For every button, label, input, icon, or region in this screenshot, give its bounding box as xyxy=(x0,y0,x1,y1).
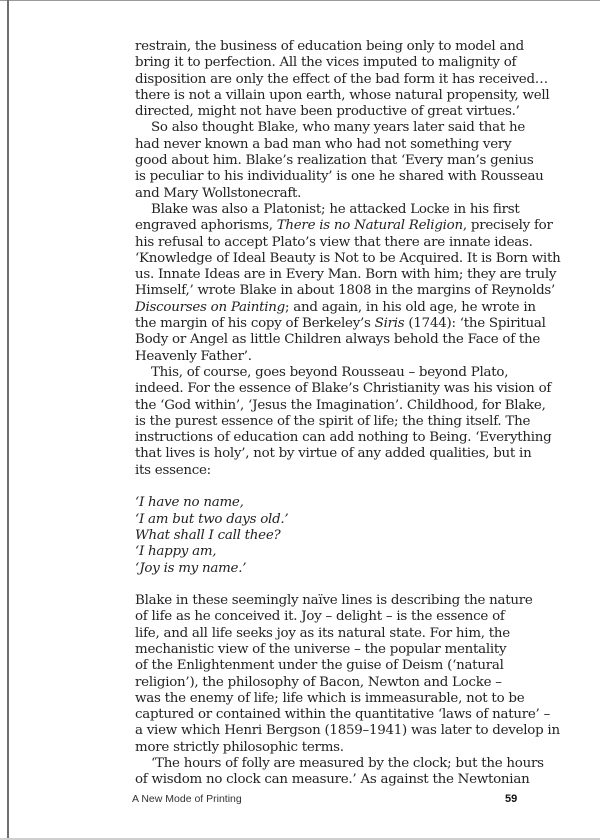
text-line: there is not a villain upon earth, whose natural propensity, well xyxy=(135,87,550,103)
text-run: engraved aphorisms, xyxy=(135,218,277,234)
text-run: ; and again, in his old age, he wrote in xyxy=(285,299,536,315)
text-line: had never known a bad man who had not something very xyxy=(135,136,512,152)
page-body xyxy=(135,39,561,789)
verse-line: ‘I have no name, xyxy=(135,495,244,511)
text-line xyxy=(135,299,536,316)
book-title-discourses-on-painting: Discourses on Painting xyxy=(135,299,286,315)
text-line: of wisdom no clock can measure.’ As against the Newtonian xyxy=(135,772,530,788)
text-line xyxy=(135,316,546,332)
text-line: ‘Knowledge of Ideal Beauty is Not to be Acquired. It is Born with xyxy=(135,250,561,266)
text-line: us. Innate Ideas are in Every Man. Born with him; they are truly xyxy=(135,267,557,283)
text-run: (1744): ‘the Spiritual xyxy=(404,316,546,332)
verse-line: What shall I call thee? xyxy=(135,527,281,543)
paragraph-6 xyxy=(135,756,544,789)
text-line: was the enemy of life; life which is immeasurable, not to be xyxy=(135,690,525,706)
text-line: bring it to perfection. All the vices imputed to malignity of xyxy=(135,55,517,71)
text-line: This, of course, goes beyond Rousseau – beyond Plato, xyxy=(151,364,509,380)
spacer xyxy=(135,577,530,593)
text-line: mechanistic view of the universe – the popular mentality xyxy=(135,641,507,657)
text-line: Blake in these seemingly naïve lines is describing the nature xyxy=(135,593,533,609)
text-line: directed, might not have been productive of great virtues.’ xyxy=(135,104,520,120)
text-line: ‘The hours of folly are measured by the clock; but the hours xyxy=(151,756,544,772)
text-line: religion’), the philosophy of Bacon, Newton and Locke – xyxy=(135,674,502,690)
text-run: , precisely for xyxy=(462,218,553,234)
text-line: is peculiar to his individuality’ is one he shared with Rousseau xyxy=(135,169,544,185)
text-line: good about him. Blake’s realization that ‘Every man’s genius xyxy=(135,153,534,169)
verse-line: ‘Joy is my name.’ xyxy=(135,560,247,576)
text-line: So also thought Blake, who many years later said that he xyxy=(151,120,526,136)
text-line: is the purest essence of the spirit of life; the thing itself. The xyxy=(135,413,531,429)
text-line: life, and all life seeks joy as its natural state. For him, the xyxy=(135,625,510,641)
text-line: the ‘God within’, ‘Jesus the Imagination’. Childhood, for Blake, xyxy=(135,397,546,413)
text-line: captured or contained within the quantitative ‘laws of nature’ – xyxy=(135,707,551,723)
text-line: his refusal to accept Plato’s view that there are innate ideas. xyxy=(135,234,533,250)
spacer xyxy=(135,479,530,495)
text-line: restrain, the business of education being only to model and xyxy=(135,39,524,54)
paragraph-1 xyxy=(135,39,550,120)
text-line: of the Enlightenment under the guise of Deism (‘natural xyxy=(135,658,504,674)
book-title-siris: Siris xyxy=(374,316,405,332)
text-line: disposition are only the effect of the bad form it has received… xyxy=(135,71,548,87)
text-line: Heavenly Father’. xyxy=(135,348,252,364)
paragraph-3 xyxy=(135,201,561,365)
paragraph-5 xyxy=(135,593,560,756)
text-line xyxy=(135,218,553,234)
verse-quotation xyxy=(135,495,530,576)
page-left-border xyxy=(7,0,9,840)
text-line: of life as he conceived it. Joy – delight – is the essence of xyxy=(135,609,505,625)
text-line: more strictly philosophic terms. xyxy=(135,739,344,755)
text-line: Himself,’ wrote Blake in about 1808 in the margins of Reynolds’ xyxy=(135,283,556,299)
text-line: instructions of education can add nothing to Being. ‘Everything xyxy=(135,430,552,446)
text-line: a view which Henri Bergson (1859–1941) was later to develop in xyxy=(135,723,560,739)
text-line: its essence: xyxy=(135,462,211,478)
text-line: Blake was also a Platonist; he attacked Locke in his first xyxy=(151,201,520,217)
text-line: indeed. For the essence of Blake’s Christianity was his vision of xyxy=(135,381,552,397)
page-top-border xyxy=(0,0,600,1)
paragraph-4 xyxy=(135,364,552,479)
text-line: Body or Angel as little Children always behold the Face of the xyxy=(135,332,541,348)
text-line: and Mary Wollstonecraft. xyxy=(135,185,302,201)
text-run: the margin of his copy of Berkeley’s xyxy=(135,316,375,332)
paragraph-2 xyxy=(135,120,544,201)
page-number: 59 xyxy=(505,793,518,805)
text-line: that lives is holy’, not by virtue of any added qualities, but in xyxy=(135,446,532,462)
verse-line: ‘I am but two days old.’ xyxy=(135,511,289,527)
running-footer-title: A New Mode of Printing xyxy=(132,793,242,805)
verse-line: ‘I happy am, xyxy=(135,544,217,560)
book-title-there-is-no-natural-religion: There is no Natural Religion xyxy=(276,218,463,234)
